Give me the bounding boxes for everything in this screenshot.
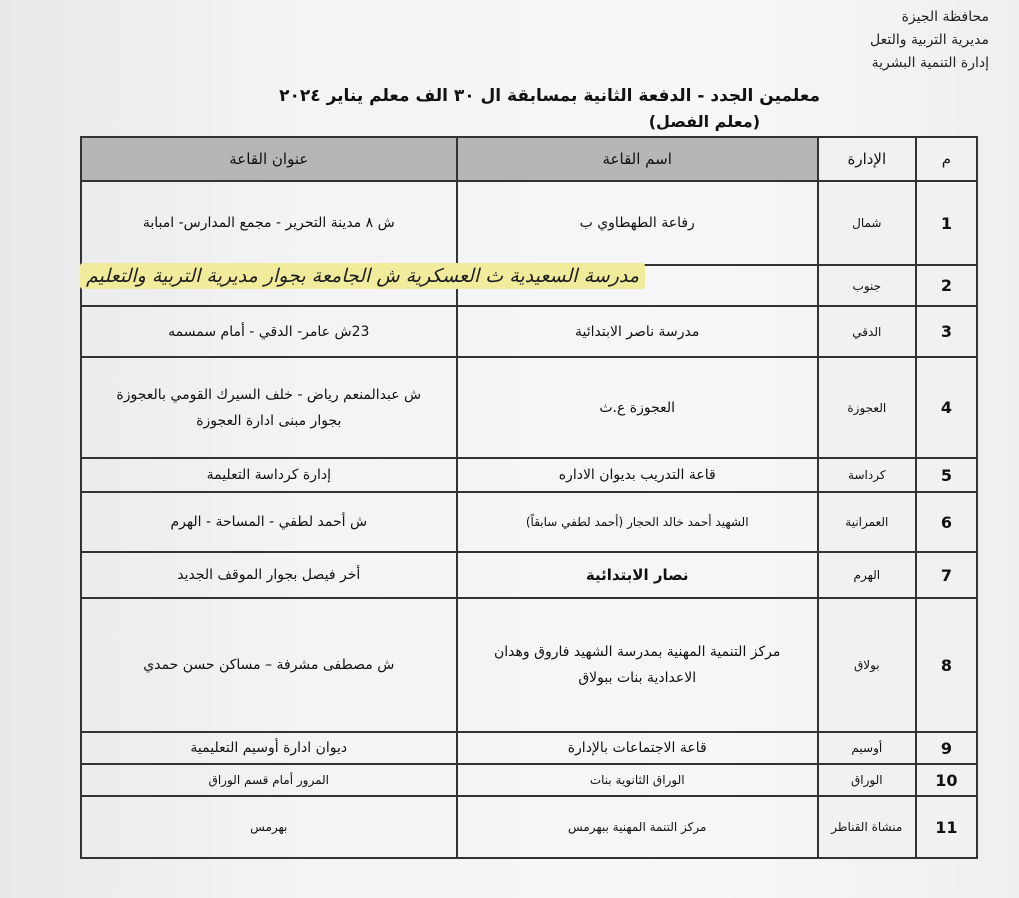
row-department: الهرم xyxy=(818,552,916,598)
row-hall-name: الوراق الثانوية بنات xyxy=(457,764,818,796)
row-hall-name: قاعة التدريب بديوان الاداره xyxy=(457,458,818,492)
row-hall-name: الشهيد أحمد خالد الحجار (أحمد لطفي سابقاً) xyxy=(457,492,818,552)
row-hall-address: إدارة كرداسة التعليمة xyxy=(81,458,457,492)
letterhead-directorate: مديرية التربية والتعل xyxy=(870,32,989,48)
letterhead-department: إدارة التنمية البشرية xyxy=(871,55,989,71)
table-row xyxy=(81,492,977,552)
row-hall-name: مركز التنمة المهنية ببهرمس xyxy=(457,796,818,858)
row-number: 4 xyxy=(916,357,977,458)
table-row xyxy=(81,306,977,357)
row-department: جنوب xyxy=(818,265,916,306)
hall-name-line: الاعدادية بنات ببولاق xyxy=(578,670,697,686)
row-hall-name: مدرسة ناصر الابتدائية xyxy=(457,306,818,357)
address-line: بجوار مبنى ادارة العجوزة xyxy=(196,412,342,429)
row-department: منشاة القناطر xyxy=(818,796,916,858)
document-title: معلمين الجدد - الدفعة الثانية بمسابقة ال ٣٠ الف معلم يناير ٢٠٢٤ xyxy=(279,86,820,106)
row-department: الدقي xyxy=(818,306,916,357)
row-number: 1 xyxy=(916,181,977,265)
table-row xyxy=(81,598,977,732)
row-hall-address: أخر فيصل بجوار الموقف الجديد xyxy=(81,552,457,598)
column-header-department: الإدارة xyxy=(818,137,916,181)
row-department: أوسيم xyxy=(818,732,916,764)
letterhead xyxy=(769,6,989,75)
row-hall-address xyxy=(81,357,457,458)
handwritten-highlighted-note xyxy=(80,258,825,294)
row-hall-name xyxy=(457,598,818,732)
row-hall-address: 23ش عامر- الدقي - أمام سمسمه xyxy=(81,306,457,357)
row-department: الوراق xyxy=(818,764,916,796)
row-hall-address: ش مصطفى مشرفة – مساكن حسن حمدي xyxy=(81,598,457,732)
column-header-number: م xyxy=(916,137,977,181)
highlighted-text: مدرسة السعيدية ث العسكرية ش الجامعة بجوار مديرية التربية والتعليم xyxy=(80,263,645,289)
row-number: 6 xyxy=(916,492,977,552)
row-department: شمال xyxy=(818,181,916,265)
row-number: 10 xyxy=(916,764,977,796)
table-row xyxy=(81,796,977,858)
table-row xyxy=(81,552,977,598)
row-number: 5 xyxy=(916,458,977,492)
document-subtitle: (معلم الفصل) xyxy=(648,112,760,131)
table-row xyxy=(81,732,977,764)
row-hall-name: العجوزة ع.ث xyxy=(457,357,818,458)
row-hall-address: ش ٨ مدينة التحرير - مجمع المدارس- امبابة xyxy=(81,181,457,265)
table-header-row xyxy=(81,137,977,181)
table-row xyxy=(81,764,977,796)
row-hall-address: بهرمس xyxy=(81,796,457,858)
row-hall-address: ديوان ادارة أوسيم التعليمية xyxy=(81,732,457,764)
table-row xyxy=(81,458,977,492)
row-number: 11 xyxy=(916,796,977,858)
row-hall-address: المرور أمام قسم الوراق xyxy=(81,764,457,796)
row-hall-name: قاعة الاجتماعات بالإدارة xyxy=(457,732,818,764)
column-header-hall-address: عنوان القاعة xyxy=(81,137,457,181)
row-number: 7 xyxy=(916,552,977,598)
table-row xyxy=(81,357,977,458)
address-line: ش عبدالمنعم رياض - خلف السيرك القومي بالعجوزة xyxy=(116,386,422,403)
column-header-hall-name: اسم القاعة xyxy=(457,137,818,181)
row-hall-name: نصار الابتدائية xyxy=(457,552,818,598)
row-department: بولاق xyxy=(818,598,916,732)
halls-table xyxy=(80,136,978,859)
letterhead-governorate: محافظة الجيزة xyxy=(901,9,989,25)
hall-name-line: مركز التنمية المهنية بمدرسة الشهيد فاروق وهدان xyxy=(493,644,781,660)
row-department: العجوزة xyxy=(818,357,916,458)
row-number: 2 xyxy=(916,265,977,306)
row-department: كرداسة xyxy=(818,458,916,492)
row-hall-address: ش أحمد لطفي - المساحة - الهرم xyxy=(81,492,457,552)
row-hall-name: رفاعة الطهطاوي ب xyxy=(457,181,818,265)
row-department: العمرانية xyxy=(818,492,916,552)
row-number: 8 xyxy=(916,598,977,732)
table-row xyxy=(81,181,977,265)
row-number: 3 xyxy=(916,306,977,357)
row-number: 9 xyxy=(916,732,977,764)
